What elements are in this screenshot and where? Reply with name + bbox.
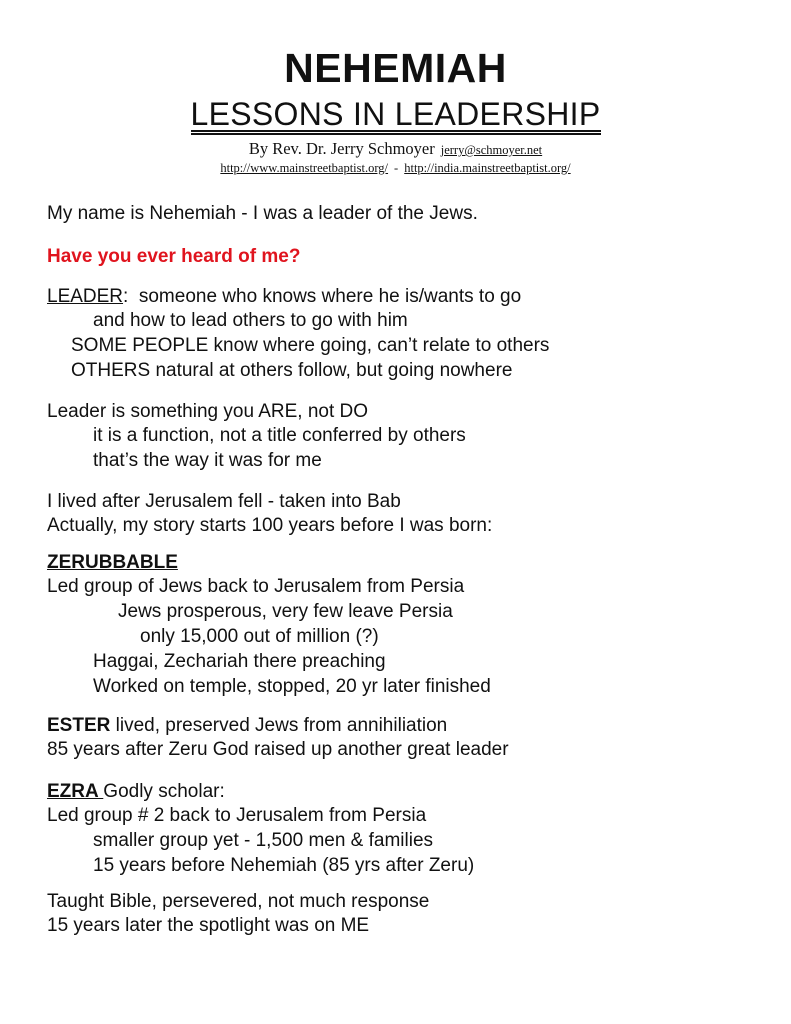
ezra-line-2: smaller group yet - 1,500 men & families bbox=[93, 830, 434, 851]
ezra-heading bbox=[47, 780, 225, 804]
question-line: Have you ever heard of me? bbox=[47, 246, 301, 267]
ester-line-1 bbox=[47, 714, 447, 738]
zerubbable-line-3: only 15,000 out of million (?) bbox=[140, 626, 379, 647]
closing-line-2: 15 years later the spotlight was on ME bbox=[47, 915, 370, 936]
author-email-link[interactable]: jerry@schmoyer.net bbox=[440, 143, 543, 157]
ezra-line-3: 15 years before Nehemiah (85 yrs after Zeru) bbox=[93, 855, 475, 876]
zerubbable-line-2: Jews prosperous, very few leave Persia bbox=[118, 601, 453, 622]
zerubbable-line-5: Worked on temple, stopped, 20 yr later finished bbox=[93, 676, 491, 697]
ezra-line-1: Led group # 2 back to Jerusalem from Persia bbox=[47, 805, 427, 826]
mainstreet-link[interactable]: http://www.mainstreetbaptist.org/ bbox=[220, 161, 389, 175]
zerubbable-heading: ZERUBBABLE bbox=[47, 552, 178, 573]
ezra-text: Godly scholar: bbox=[103, 781, 225, 802]
history-line-1: I lived after Jerusalem fell - taken into Bab bbox=[47, 491, 401, 512]
leader-line-3: OTHERS natural at others follow, but going nowhere bbox=[71, 360, 513, 381]
ezra-name: EZRA bbox=[47, 781, 104, 802]
page-subtitle bbox=[0, 95, 791, 135]
author-byline bbox=[0, 139, 791, 160]
leader-definition-text: : someone who knows where he is/wants to go bbox=[123, 286, 522, 307]
india-mainstreet-link[interactable]: http://india.mainstreetbaptist.org/ bbox=[404, 161, 571, 175]
history-line-2: Actually, my story starts 100 years before I was born: bbox=[47, 515, 493, 536]
closing-line-1: Taught Bible, persevered, not much response bbox=[47, 891, 430, 912]
ester-text: lived, preserved Jews from annihiliation bbox=[110, 715, 448, 736]
author-name: By Rev. Dr. Jerry Schmoyer bbox=[248, 139, 435, 158]
leader-line-1: and how to lead others to go with him bbox=[93, 310, 408, 331]
leader-is-line-2: that’s the way it was for me bbox=[93, 450, 322, 471]
leader-is-main: Leader is something you ARE, not DO bbox=[47, 401, 369, 422]
intro-line: My name is Nehemiah - I was a leader of the Jews. bbox=[47, 203, 478, 224]
ester-line-2: 85 years after Zeru God raised up another great leader bbox=[47, 739, 509, 760]
page-title: NEHEMIAH bbox=[284, 45, 507, 91]
leader-definition bbox=[47, 285, 521, 309]
zerubbable-line-1: Led group of Jews back to Jerusalem from Persia bbox=[47, 576, 465, 597]
leader-is-line-1: it is a function, not a title conferred by others bbox=[93, 425, 466, 446]
subtitle-text: LESSONS IN LEADERSHIP bbox=[191, 98, 601, 135]
website-links bbox=[0, 159, 791, 177]
leader-term: LEADER bbox=[47, 286, 124, 307]
zerubbable-line-4: Haggai, Zechariah there preaching bbox=[93, 651, 386, 672]
link-separator: - bbox=[394, 161, 399, 175]
leader-line-2: SOME PEOPLE know where going, can’t relate to others bbox=[71, 335, 550, 356]
ester-name: ESTER bbox=[47, 715, 111, 736]
